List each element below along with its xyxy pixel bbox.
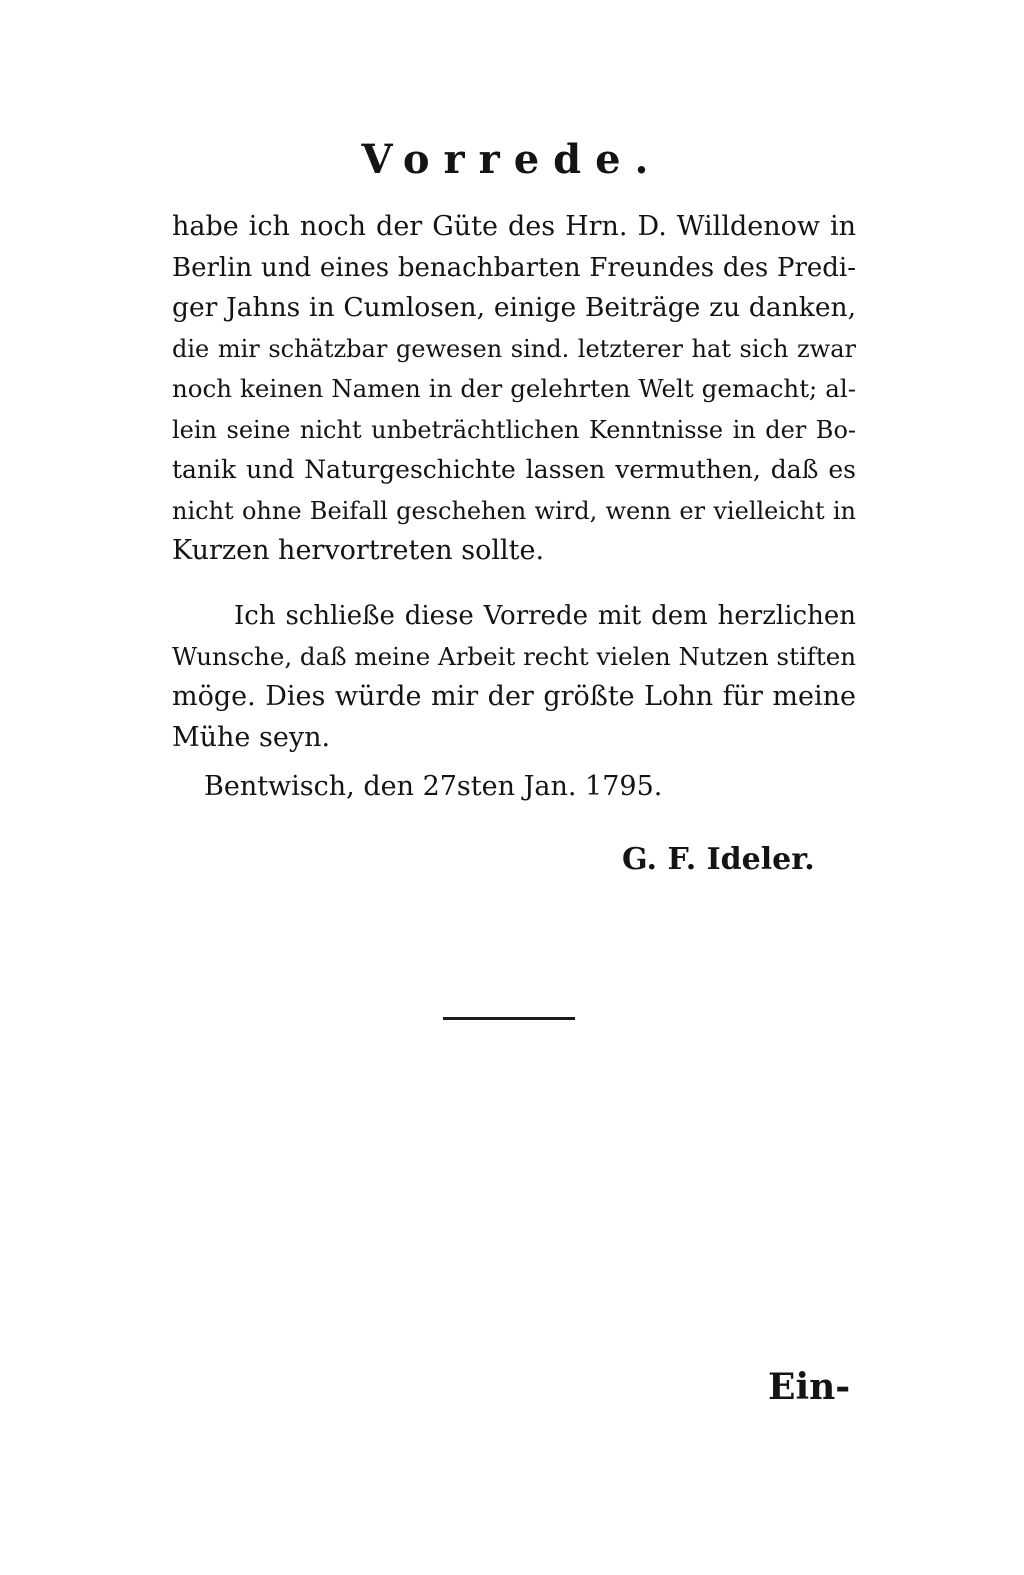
divider-rule [443, 1017, 575, 1020]
text-line: Ich schließe diese Vorrede mit dem herzlichen [234, 601, 856, 631]
text-line: die mir schätzbar gewesen sind. letzterer hat sich zwar [172, 334, 856, 363]
text-line: tanik und Naturgeschichte lassen vermuthen, daß es [172, 455, 856, 484]
paragraph-acknowledgements [172, 207, 856, 572]
text-line: lein seine nicht unbeträchtlichen Kenntnisse in der Bo- [172, 415, 856, 444]
text-line: nicht ohne Beifall geschehen wird, wenn er vielleicht in [172, 496, 856, 525]
text-line: habe ich noch der Güte des Hrn. D. Willdenow in [172, 211, 856, 242]
text-line: möge. Dies würde mir der größte Lohn für meine [172, 681, 856, 712]
text-line: ger Jahns in Cumlosen, einige Beiträge zu danken, [172, 292, 856, 323]
page-heading: Vorrede. [361, 136, 663, 183]
text-line: noch keinen Namen in der gelehrten Welt gemacht; al- [172, 374, 856, 403]
text-line: Mühe seyn. [172, 721, 331, 753]
catchword: Ein- [768, 1366, 851, 1408]
text-line: Wunsche, daß meine Arbeit recht vielen Nutzen stiften [172, 641, 856, 671]
paragraph-closing-wish [172, 596, 856, 758]
text-line: Berlin und eines benachbarten Freundes des Predi- [172, 252, 856, 283]
place-and-date: Bentwisch, den 27sten Jan. 1795. [204, 771, 663, 802]
author-signature: G. F. Ideler. [622, 842, 815, 877]
text-line: Kurzen hervortreten sollte. [172, 535, 545, 566]
